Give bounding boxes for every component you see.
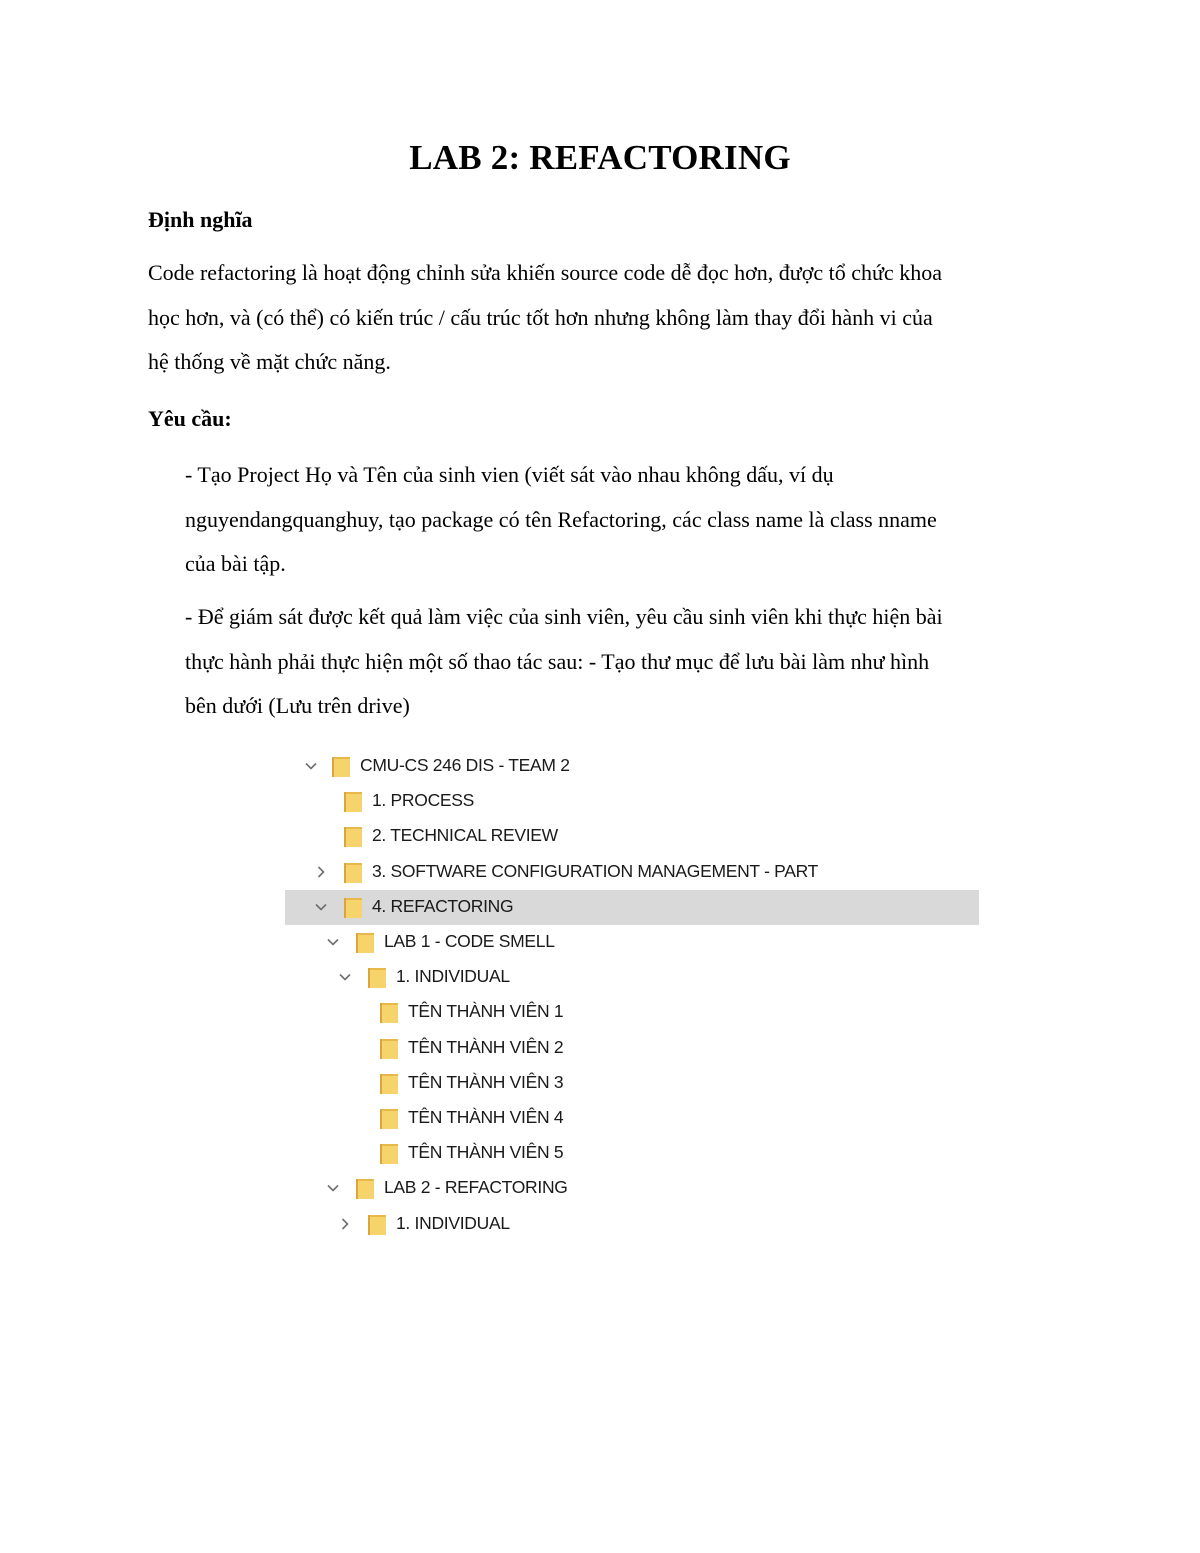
tree-item-label: TÊN THÀNH VIÊN 2: [408, 1036, 564, 1057]
tree-item-label: 3. SOFTWARE CONFIGURATION MANAGEMENT - PART: [372, 860, 819, 881]
tree-item[interactable]: [285, 925, 979, 960]
document-title: LAB 2: REFACTORING: [409, 138, 791, 177]
requirement-1-paragraph: [185, 453, 1075, 587]
folder-icon: [379, 1143, 399, 1165]
definition-line: học hơn, và (có thể) có kiến trúc / cấu trúc tốt hơn nhưng không làm thay đổi hành vi của: [148, 304, 933, 330]
tree-item-label: 2. TECHNICAL REVIEW: [372, 825, 558, 846]
chevron-right-icon[interactable]: [313, 864, 329, 880]
folder-icon: [343, 826, 363, 848]
chevron-down-icon[interactable]: [325, 934, 341, 950]
folder-icon: [343, 791, 363, 813]
requirement-line: - Để giám sát được kết quả làm việc của sinh viên, yêu cầu sinh viên khi thực hiện bài: [185, 604, 943, 629]
definition-heading: Định nghĩa: [148, 207, 253, 232]
tree-item[interactable]: [285, 1031, 979, 1066]
tree-item-label: 4. REFACTORING: [372, 895, 514, 916]
tree-item[interactable]: [285, 749, 979, 784]
folder-icon: [343, 897, 363, 919]
definition-line: Code refactoring là hoạt động chỉnh sửa khiến source code dễ đọc hơn, được tổ chức khoa: [148, 260, 942, 285]
tree-item[interactable]: [285, 1066, 979, 1101]
tree-item-label: 1. INDIVIDUAL: [396, 966, 510, 987]
folder-icon: [355, 932, 375, 954]
tree-item-label: LAB 1 - CODE SMELL: [384, 931, 555, 951]
requirement-line: - Tạo Project Họ và Tên của sinh vien (viết sát vào nhau không dấu, ví dụ: [185, 462, 834, 487]
chevron-down-icon[interactable]: [337, 969, 353, 985]
tree-item[interactable]: [285, 784, 979, 819]
requirement-2-paragraph: [185, 595, 1075, 729]
folder-icon: [367, 967, 387, 989]
requirement-line: thực hành phải thực hiện một số thao tác sau: - Tạo thư mục để lưu bài làm như hình: [185, 648, 930, 674]
chevron-down-icon[interactable]: [303, 758, 319, 774]
folder-icon: [379, 1073, 399, 1095]
tree-item-label: TÊN THÀNH VIÊN 3: [408, 1071, 564, 1092]
folder-icon: [367, 1214, 387, 1236]
folder-icon: [331, 756, 351, 778]
tree-item[interactable]: [285, 890, 979, 925]
chevron-down-icon[interactable]: [325, 1180, 341, 1196]
tree-item-label: 1. INDIVIDUAL: [396, 1212, 510, 1233]
chevron-right-icon[interactable]: [337, 1216, 353, 1232]
tree-item[interactable]: [285, 1136, 979, 1171]
tree-item-label: 1. PROCESS: [372, 790, 475, 811]
chevron-down-icon[interactable]: [313, 899, 329, 915]
tree-item-label: LAB 2 - REFACTORING: [384, 1177, 568, 1198]
tree-item[interactable]: [285, 819, 979, 854]
tree-item[interactable]: [285, 995, 979, 1030]
tree-item-label: TÊN THÀNH VIÊN 5: [408, 1142, 564, 1163]
tree-item-label: CMU-CS 246 DIS - TEAM 2: [360, 755, 570, 775]
tree-item-label: TÊN THÀNH VIÊN 1: [408, 1001, 564, 1022]
folder-icon: [379, 1038, 399, 1060]
folder-icon: [379, 1002, 399, 1024]
tree-item[interactable]: [285, 1171, 979, 1206]
tree-item[interactable]: [285, 855, 979, 890]
folder-icon: [355, 1178, 375, 1200]
requirement-line: nguyendangquanghuy, tạo package có tên Refactoring, các class name là class nname: [185, 506, 937, 532]
tree-item[interactable]: [285, 1101, 979, 1136]
tree-item[interactable]: [285, 960, 979, 995]
tree-item-label: TÊN THÀNH VIÊN 4: [408, 1107, 564, 1127]
definition-paragraph: [148, 251, 1078, 385]
requirement-line: bên dưới (Lưu trên drive): [185, 693, 410, 718]
requirement-line: của bài tập.: [185, 551, 286, 576]
requirements-heading: Yêu cầu:: [148, 406, 232, 431]
tree-item[interactable]: [285, 1207, 979, 1242]
folder-icon: [343, 862, 363, 884]
definition-line: hệ thống về mặt chức năng.: [148, 349, 391, 374]
folder-icon: [379, 1108, 399, 1130]
